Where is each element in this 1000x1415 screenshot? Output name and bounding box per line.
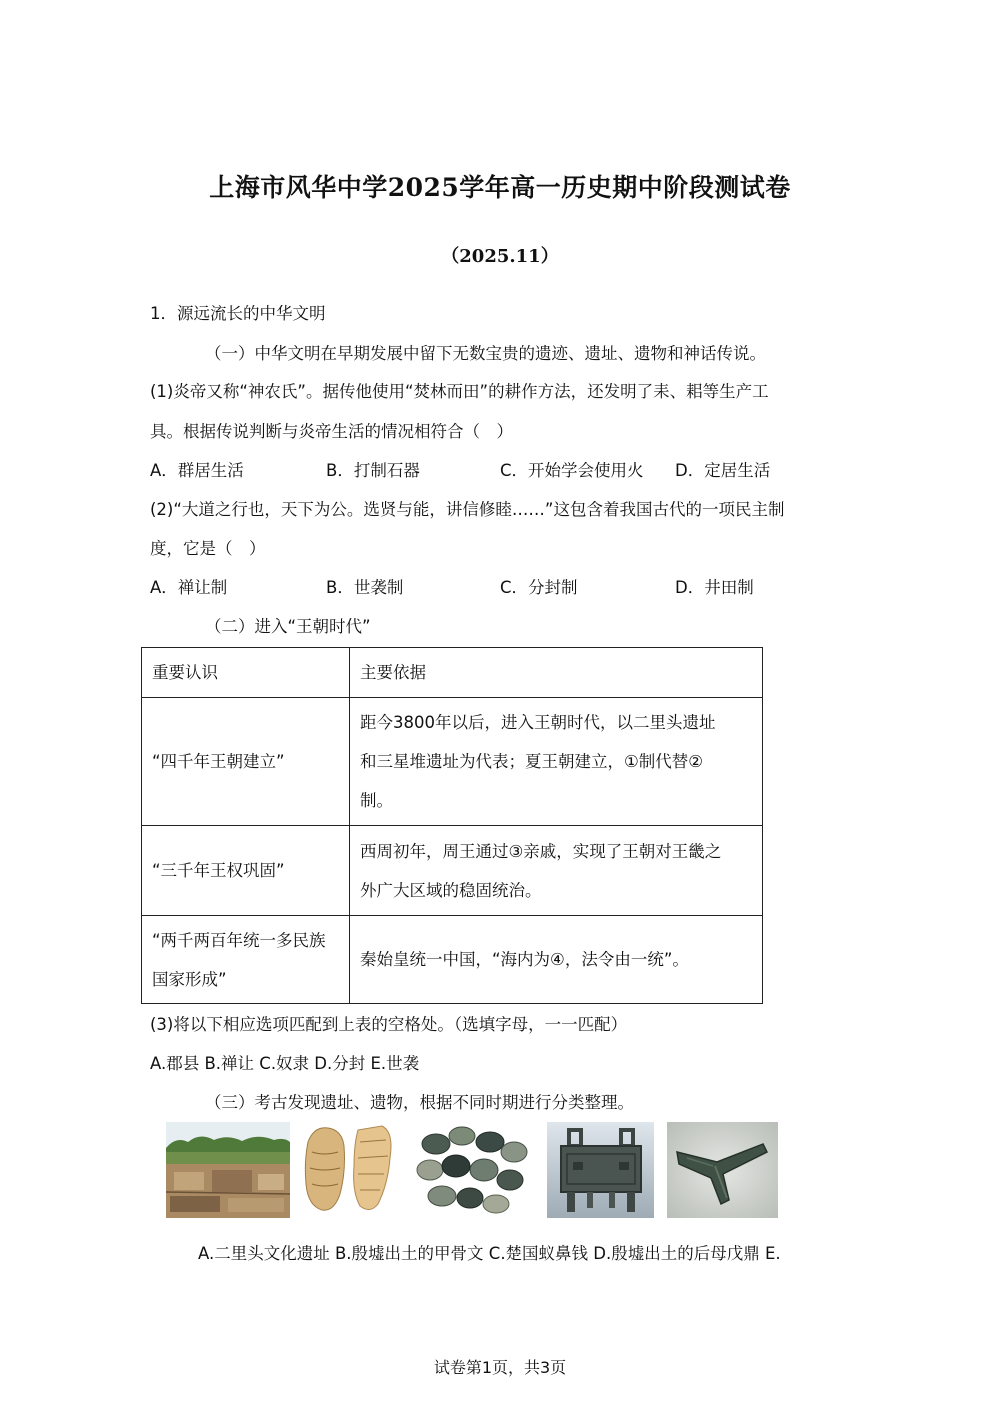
part-3-intro: （三）考古发现遗址、遗物，根据不同时期进行分类整理。 <box>205 1093 634 1112</box>
evidence-line: 秦始皇统一中国，“海内为④，法令由一统”。 <box>360 950 689 969</box>
q1-2-option-b[interactable]: B．世袭制 <box>326 578 404 597</box>
q1-1-option-b[interactable]: B．打制石器 <box>326 461 420 480</box>
houmuwu-ding-photo <box>547 1122 654 1218</box>
table-cell-evidence <box>350 698 763 826</box>
q1-1-stem-line1: (1)炎帝又称“神农氏”。据传他使用“焚林而田”的耕作方法，还发明了耒、耜等生产工 <box>150 382 769 401</box>
oracle-bone-photo <box>300 1122 400 1218</box>
evidence-line: 制。 <box>360 791 393 810</box>
question-1-heading: 1．源远流长的中华文明 <box>150 304 326 323</box>
q1-2-option-c[interactable]: C．分封制 <box>500 578 578 597</box>
table-header-cell: 主要依据 <box>350 648 763 698</box>
table-header-cell: 重要认识 <box>142 648 350 698</box>
table-cell-key: “三千年王权巩固” <box>142 826 350 916</box>
q1-1-option-c[interactable]: C．开始学会使用火 <box>500 461 644 480</box>
table-cell-evidence <box>350 916 763 1004</box>
images-caption: A.二里头文化遗址 B.殷墟出土的甲骨文 C.楚国蚁鼻钱 D.殷墟出土的后母戊鼎 E. <box>198 1244 781 1263</box>
table-header-row <box>142 648 763 698</box>
evidence-line: 距今3800年以后，进入王朝时代，以二里头遗址 <box>360 713 716 732</box>
table-cell-key <box>142 916 350 1004</box>
table-row <box>142 698 763 826</box>
ant-nose-coins-photo <box>414 1122 534 1218</box>
q1-1-option-d[interactable]: D．定居生活 <box>675 461 771 480</box>
exam-title: 上海市风华中学2025学年高一历史期中阶段测试卷 <box>209 173 791 202</box>
q1-3-options: A.郡县 B.禅让 C.奴隶 D.分封 E.世袭 <box>150 1054 420 1073</box>
q1-2-stem-line2: 度，它是（ ） <box>150 539 266 558</box>
key-line: “两千两百年统一多民族 <box>152 930 326 950</box>
table-row <box>142 916 763 1004</box>
exam-date: （2025.11） <box>441 246 559 267</box>
evidence-line: 外广大区域的稳固统治。 <box>360 880 542 900</box>
q1-3-stem: (3)将以下相应选项匹配到上表的空格处。（选填字母，一一匹配） <box>150 1015 628 1034</box>
q1-2-option-d[interactable]: D．井田制 <box>675 578 754 597</box>
key-line: 国家形成” <box>152 969 227 989</box>
q1-1-option-a[interactable]: A．群居生活 <box>150 461 244 480</box>
q1-2-option-a[interactable]: A．禅让制 <box>150 578 228 597</box>
evidence-line: 和三星堆遗址为代表；夏王朝建立，①制代替② <box>360 752 704 771</box>
q1-2-stem-line1: (2)“大道之行也，天下为公。选贤与能，讲信修睦……”这包含着我国古代的一项民主制 <box>150 500 785 519</box>
table-cell-key: “四千年王朝建立” <box>142 698 350 826</box>
erlitou-site-photo <box>166 1122 290 1218</box>
part-2-intro: （二）进入“王朝时代” <box>205 617 371 636</box>
evidence-line: 西周初年，周王通过③亲戚，实现了王朝对王畿之 <box>360 841 722 861</box>
table-row <box>142 826 763 916</box>
q1-1-stem-line2: 具。根据传说判断与炎帝生活的情况相符合（ ） <box>150 422 513 441</box>
dynasty-table <box>141 647 763 1004</box>
page-footer: 试卷第1页，共3页 <box>433 1358 567 1377</box>
table-cell-evidence <box>350 826 763 916</box>
bronze-ge-photo <box>667 1122 778 1218</box>
part-1-intro: （一）中华文明在早期发展中留下无数宝贵的遗迹、遗址、遗物和神话传说。 <box>205 344 766 363</box>
